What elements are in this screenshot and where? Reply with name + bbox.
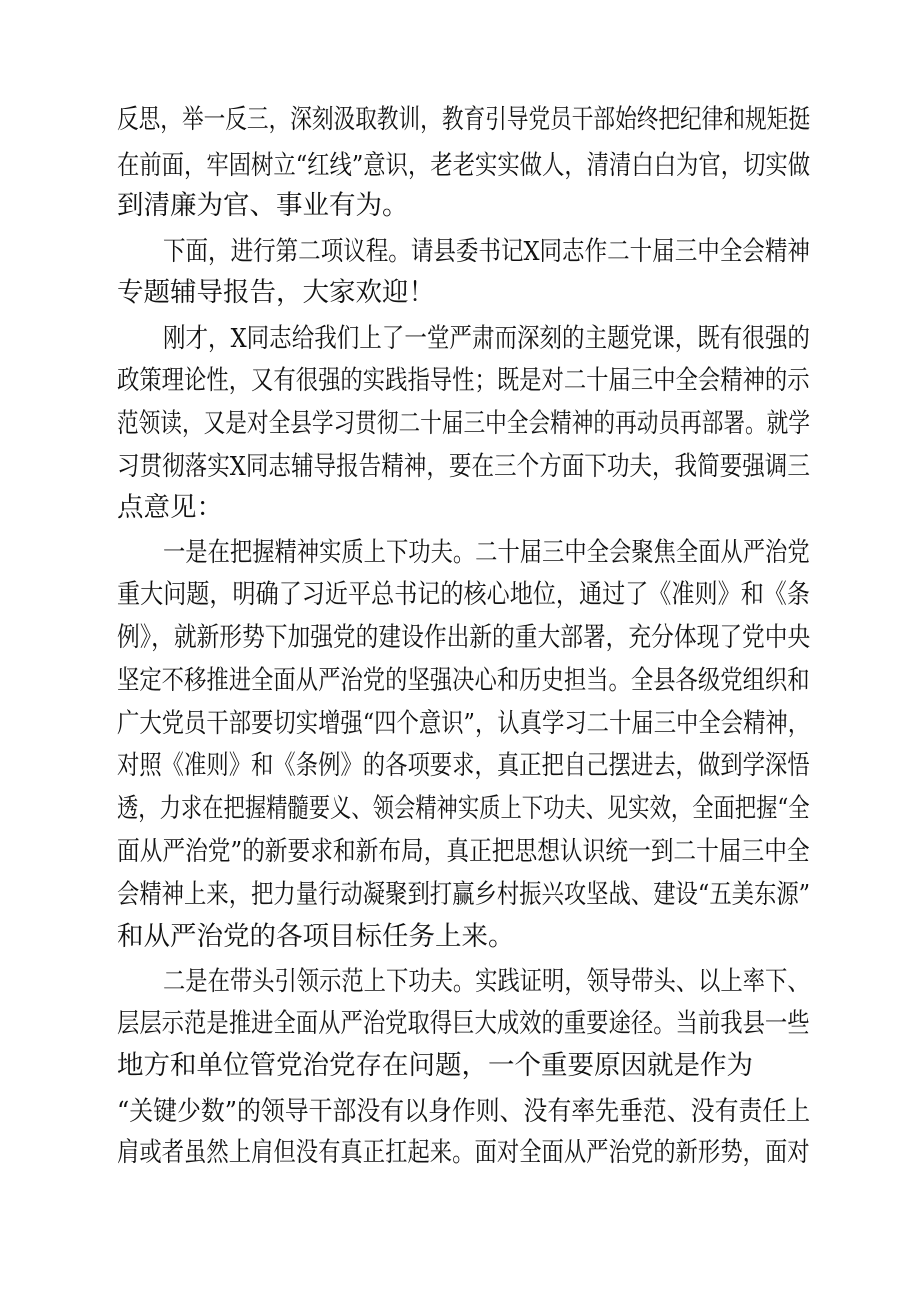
body-text-line: 范领读，又是对全县学习贯彻二十届三中全会精神的再动员再部署。就学 <box>117 408 810 439</box>
body-text-line: 一是在把握精神实质上下功夫。二十届三中全会聚焦全面从严治党 <box>163 537 810 568</box>
body-text-line: 专题辅导报告，大家欢迎！ <box>117 277 435 308</box>
body-text-line: 反思，举一反三，深刻汲取教训，教育引导党员干部始终把纪律和规矩挺 <box>117 104 810 135</box>
body-text-line: 面从严治党”的新要求和新布局，真正把思想认识统一到二十届三中全 <box>117 836 810 867</box>
body-text-line: 肩或者虽然上肩但没有真正扛起来。面对全面从严治党的新形势，面对 <box>117 1137 810 1168</box>
body-text-line: 重大问题，明确了习近平总书记的核心地位，通过了《准则》和《条 <box>117 579 811 610</box>
body-text-line: 会精神上来，把力量行动凝聚到打赢乡村振兴攻坚战、建设“五美东源” <box>117 879 811 910</box>
body-text-line: 透，力求在把握精髓要义、领会精神实质上下功夫、见实效，全面把握“全 <box>117 793 810 824</box>
body-text-line: 和从严治党的各项目标任务上来。 <box>117 921 515 952</box>
body-text-line: “关键少数”的领导干部没有以身作则、没有率先垂范、没有责任上 <box>117 1096 811 1127</box>
body-text-line: 到清廉为官、事业有为。 <box>117 190 409 221</box>
body-text-line: 点意见： <box>117 492 223 523</box>
body-text-line: 坚定不移推进全面从严治党的坚强决心和历史担当。全县各级党组织和 <box>117 665 810 696</box>
body-text-line: 下面，进行第二项议程。请县委书记X同志作二十届三中全会精神 <box>163 236 810 267</box>
body-text-line: 例》，就新形势下加强党的建设作出新的重大部署，充分体现了党中央 <box>117 622 811 653</box>
body-text-line: 政策理论性，又有很强的实践指导性；既是对二十届三中全会精神的示 <box>117 365 810 396</box>
body-text-line: 二是在带头引领示范上下功夫。实践证明，领导带头、以上率下、 <box>163 966 810 997</box>
body-text-line: 层层示范是推进全面从严治党取得巨大成效的重要途径。当前我县一些 <box>117 1008 810 1039</box>
body-text-line: 在前面，牢固树立“红线”意识，老老实实做人，清清白白为官，切实做 <box>117 150 811 181</box>
body-text-line: 地方和单位管党治党存在问题，一个重要原因就是作为 <box>117 1050 753 1081</box>
body-text-line: 刚才，X同志给我们上了一堂严肃而深刻的主题党课，既有很强的 <box>163 323 810 354</box>
body-text-line: 习贯彻落实X同志辅导报告精神，要在三个方面下功夫，我简要强调三 <box>117 451 810 482</box>
body-text-line: 广大党员干部要切实增强“四个意识”，认真学习二十届三中全会精神， <box>117 708 811 739</box>
body-text-line: 对照《准则》和《条例》的各项要求，真正把自己摆进去，做到学深悟 <box>117 750 810 781</box>
